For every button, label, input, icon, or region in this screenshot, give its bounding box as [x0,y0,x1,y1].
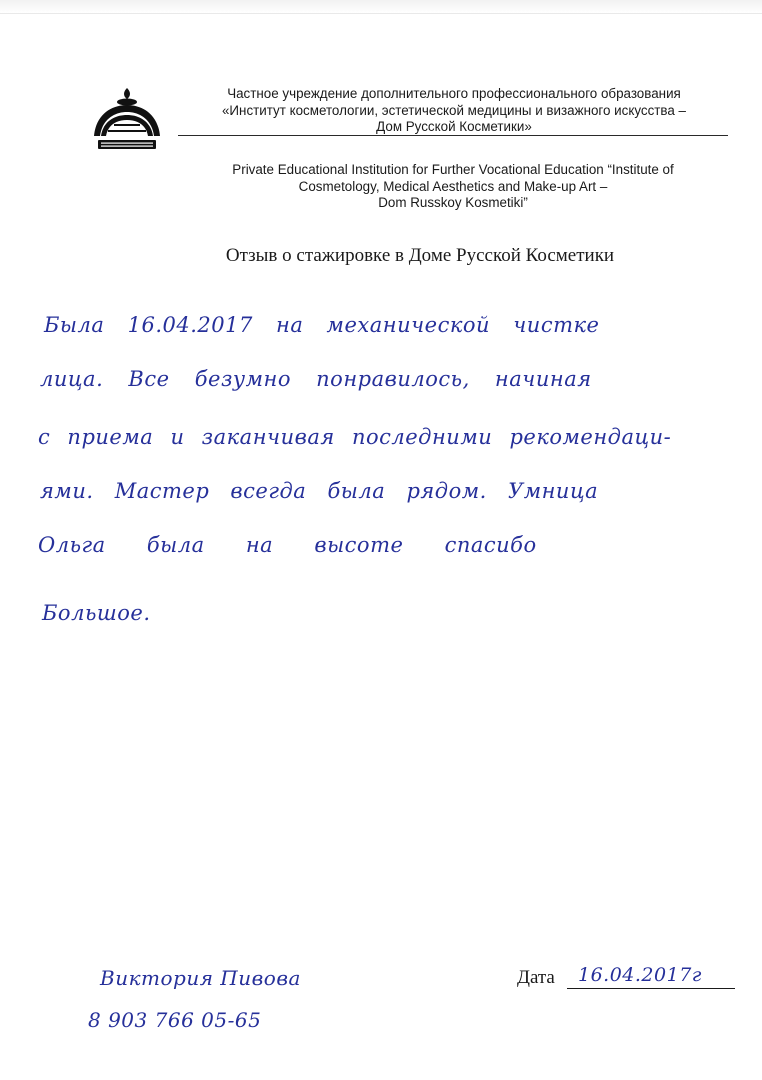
review-line: лица. Все безумно понравилось, начиная [40,367,592,391]
header-english [198,162,708,212]
review-line: ями. Мастер всегда была рядом. Умница [40,479,599,503]
document-title: Отзыв о стажировке в Доме Русской Косметики [225,245,615,266]
institute-logo [88,86,166,154]
header-ru-line: Дом Русской Косметики» [376,119,532,134]
crown-emblem-icon [88,86,166,154]
review-line: Большое. [42,601,151,625]
header-en-line: Dom Russkoy Kosmetiki” [378,195,528,210]
date-value: 16.04.2017г [578,964,702,986]
header-divider [178,135,728,136]
header-en-line: Cosmetology, Medical Aesthetics and Make-up Art – [298,178,608,194]
header-russian [190,86,718,136]
header-ru-line: «Институт косметологии, эстетической медицины и визажного искусства – [221,102,686,118]
signature-phone: 8 903 766 05-65 [88,1008,262,1032]
date-label: Дата [517,967,555,988]
header-ru-line: Частное учреждение дополнительного профессионального образования [227,86,681,101]
review-line: Ольга была на высоте спасибо [38,533,537,557]
scan-top-edge [0,0,762,14]
review-line: с приема и заканчивая последними рекомендаци- [38,425,672,449]
header-en-line: Private Educational Institution for Further Vocational Education “Institute of [232,162,674,177]
date-underline [567,988,735,989]
review-line: Была 16.04.2017 на механической чистке [44,313,600,337]
signature-name: Виктория Пивова [100,966,301,990]
